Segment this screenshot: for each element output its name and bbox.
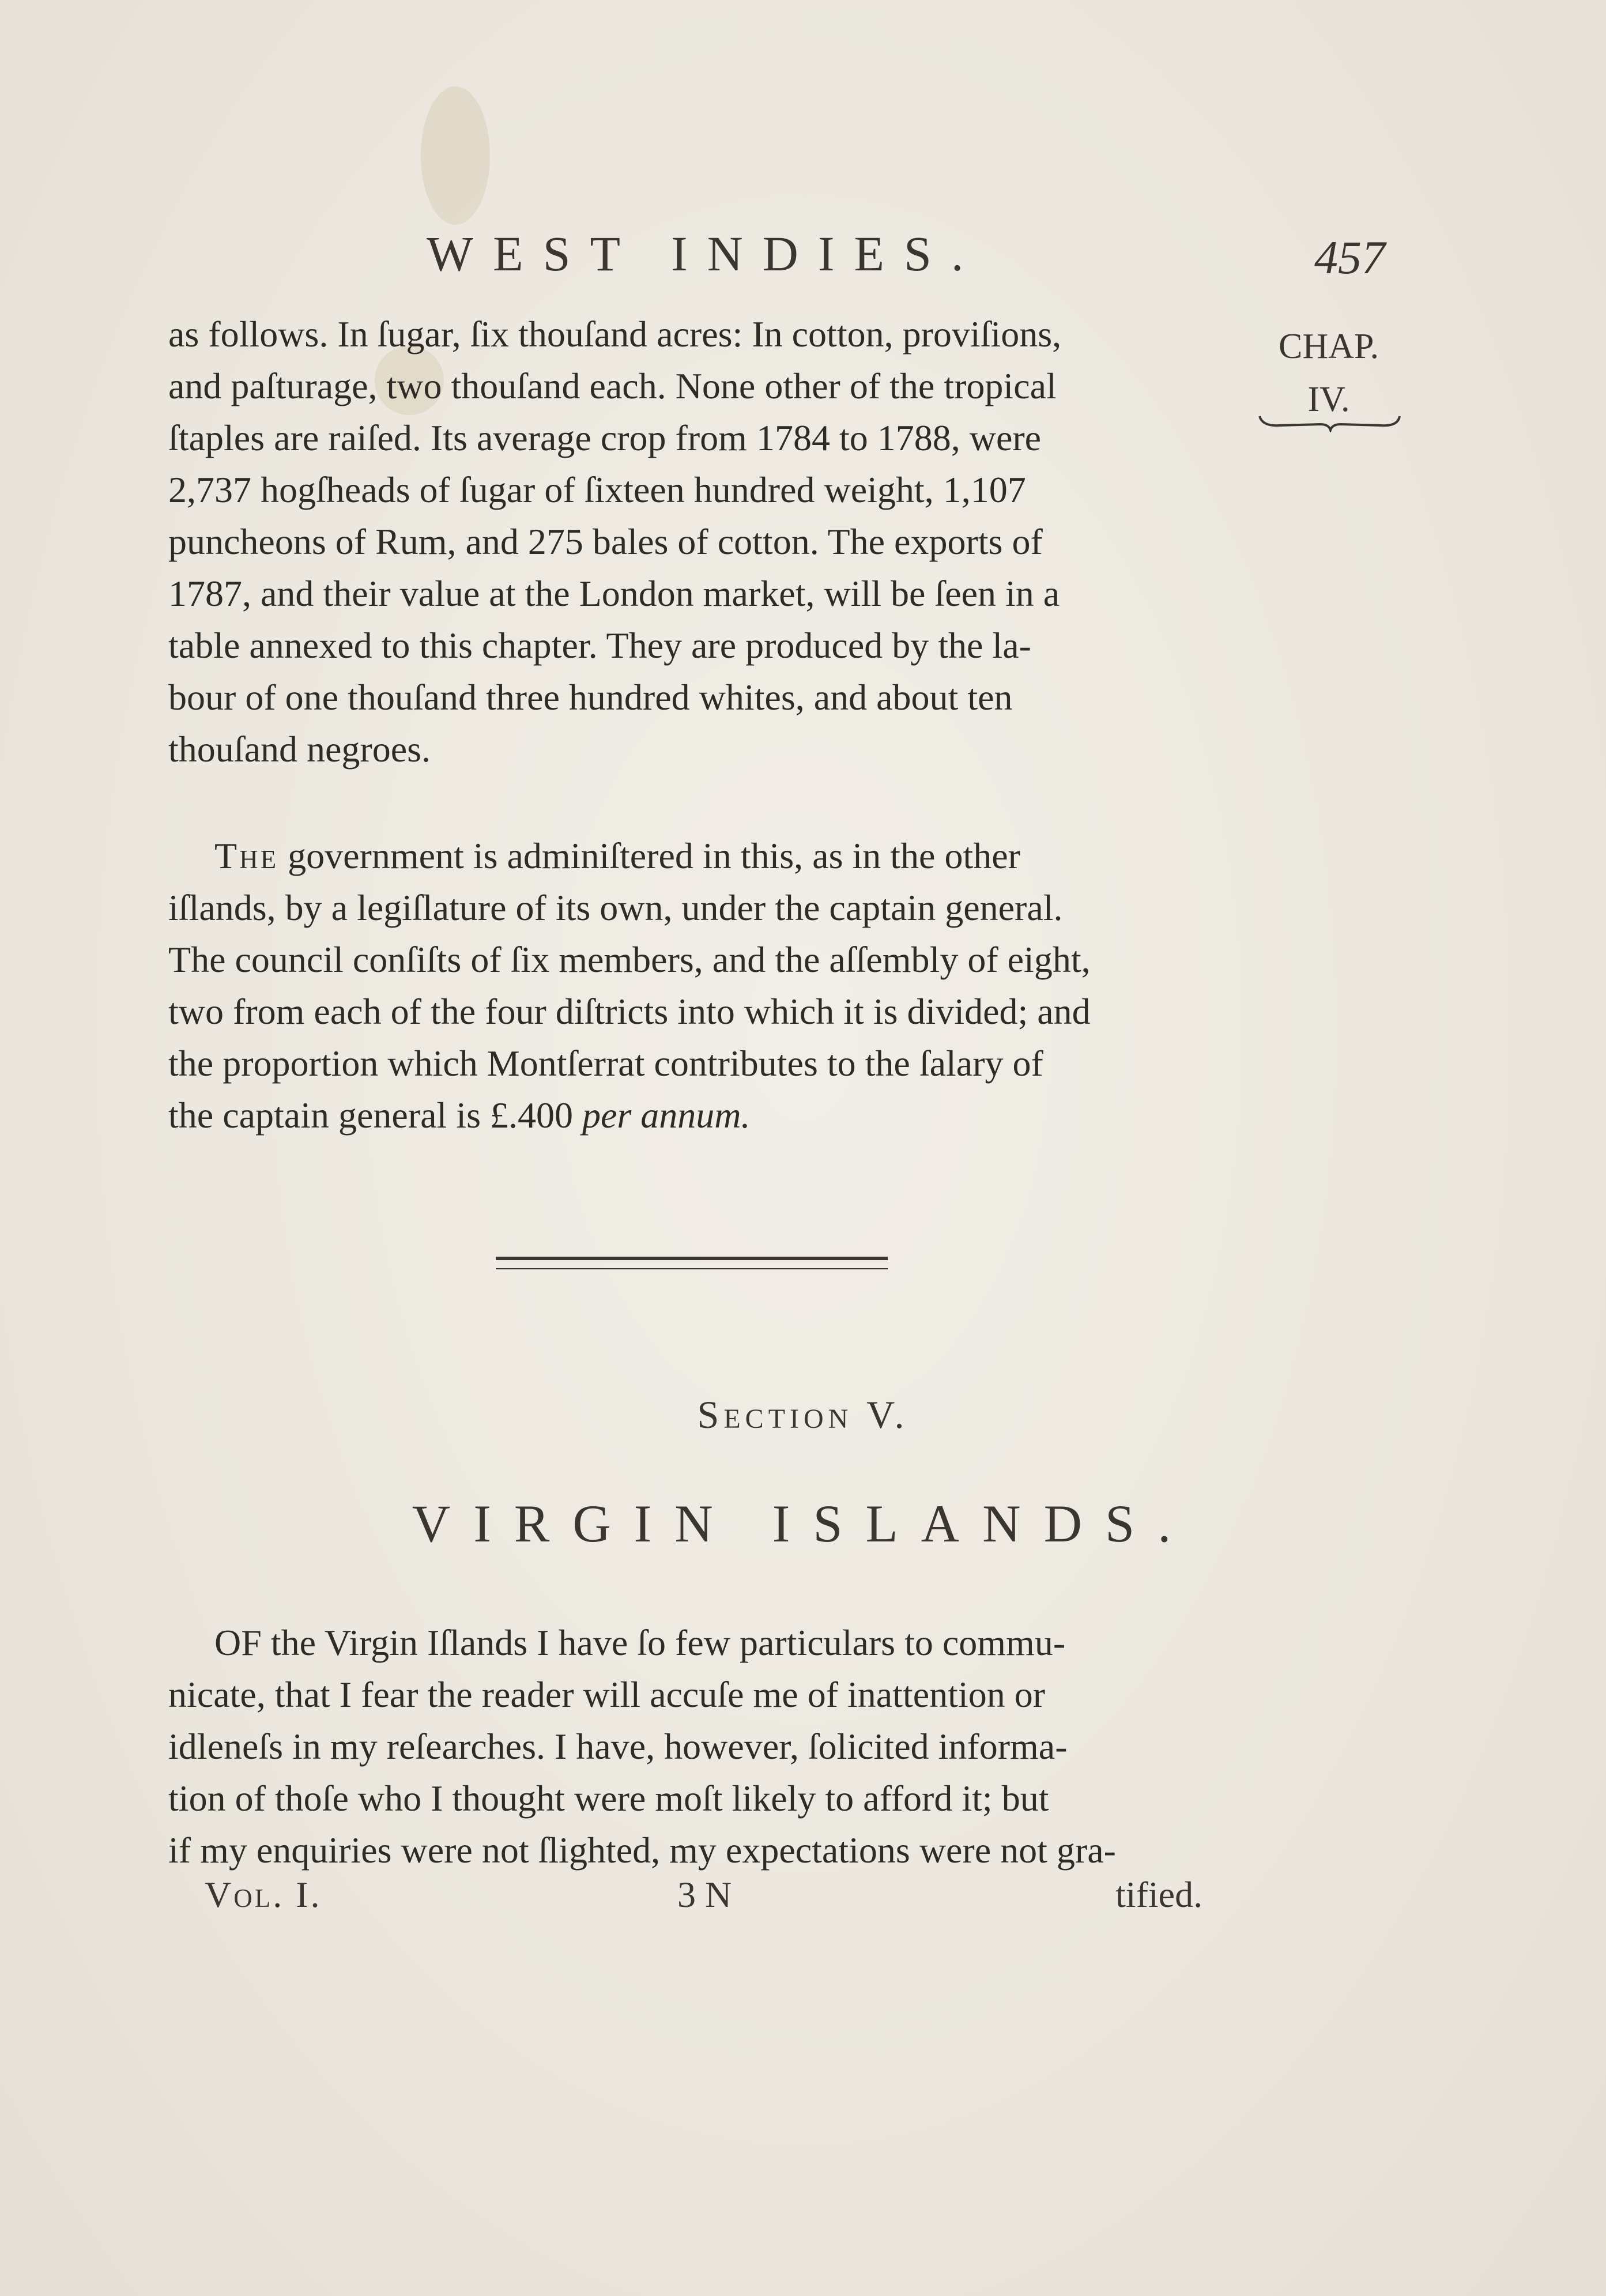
text-line: ſtaples are raiſed. Its average crop from 1784 to 1788, were [168, 417, 1042, 458]
text-line: idleneſs in my reſearches. I have, however, ſolicited informa- [168, 1726, 1068, 1767]
text-line: iſlands, by a legiſlature of its own, under the captain general. [168, 887, 1063, 928]
text-line: two from each of the four diſtricts into which it is divided; and [168, 991, 1091, 1032]
catchword: tified. [1115, 1874, 1203, 1915]
text-line: thouſand negroes. [168, 729, 431, 770]
italic-phrase: per annum. [582, 1095, 751, 1136]
section-heading: Section V. [697, 1393, 909, 1437]
paragraph-government [168, 830, 1223, 1141]
section-divider [496, 1257, 888, 1260]
signature-mark: 3 N [677, 1874, 732, 1915]
text-line: as follows. In ſugar, ſix thouſand acres: In cotton, proviſions, [168, 314, 1062, 355]
text-fragment: the captain general is £.400 [168, 1095, 582, 1136]
text-line: table annexed to this chapter. They are produced by the la- [168, 625, 1031, 666]
text-line [168, 1089, 1223, 1141]
margin-note-line: IV. [1307, 380, 1350, 419]
text-line: 1787, and their value at the London market, will be ſeen in a [168, 573, 1060, 614]
paragraph-virgin-islands [168, 1617, 1223, 1876]
text-line: The council conſiſts of ſix members, and the aſſembly of eight, [168, 939, 1091, 980]
text-line: nicate, that I fear the reader will accuſe me of inattention or [168, 1674, 1046, 1715]
lead-word: The [214, 835, 279, 876]
text-line: and paſturage, two thouſand each. None other of the tropical [168, 365, 1057, 406]
paper-stain [421, 86, 490, 225]
text-line [168, 830, 1223, 882]
text-line: if my enquiries were not ſlighted, my expectations were not gra- [168, 1830, 1116, 1871]
text-line: tion of thoſe who I thought were moſt likely to afford it; but [168, 1778, 1049, 1819]
text-line: bour of one thouſand three hundred whites, and about ten [168, 677, 1013, 718]
section-title: VIRGIN ISLANDS. [412, 1494, 1194, 1553]
page-number: 457 [1314, 231, 1385, 284]
text-line: OF the Virgin Iſlands I have ſo few particulars to commu- [214, 1622, 1066, 1663]
text-fragment: government is adminiſtered in this, as in the other [278, 835, 1020, 876]
volume-mark: Vol. I. [205, 1874, 322, 1915]
brace-icon [1257, 409, 1401, 432]
text-line: puncheons of Rum, and 275 bales of cotton. The exports of [168, 521, 1043, 562]
text-line: the proportion which Montſerrat contributes to the ſalary of [168, 1043, 1043, 1084]
section-divider-thin [496, 1268, 888, 1269]
running-title: WEST INDIES. [427, 226, 983, 281]
paragraph-montserrat-crops [168, 308, 1223, 775]
text-line: 2,737 hogſheads of ſugar of ſixteen hundred weight, 1,107 [168, 469, 1026, 510]
margin-note-line: CHAP. [1278, 327, 1379, 366]
